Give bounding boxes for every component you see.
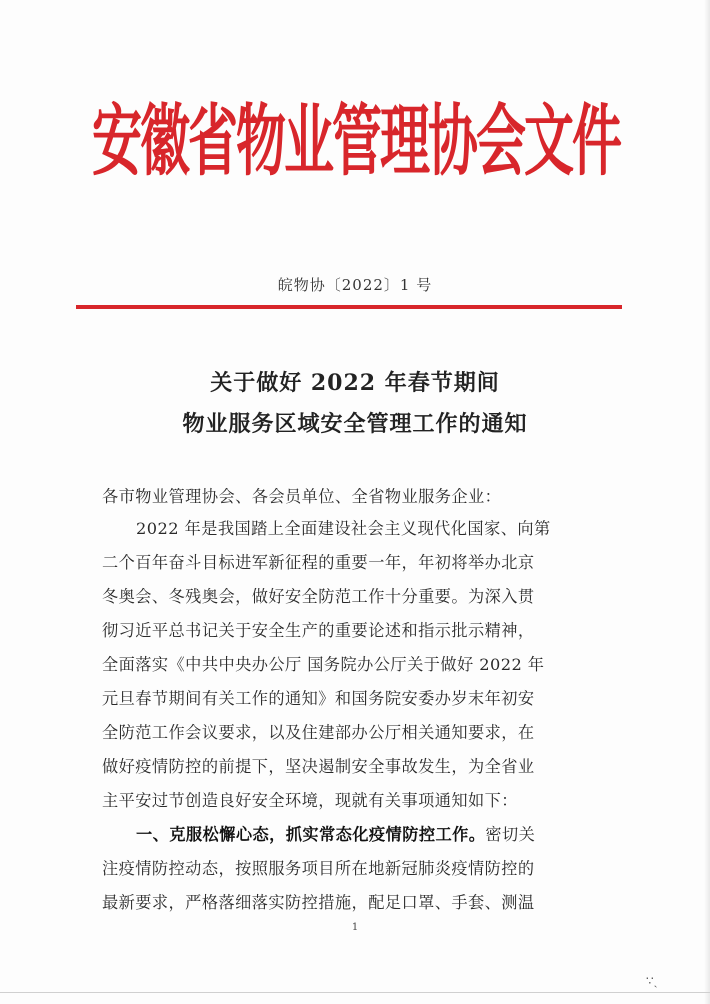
scan-artifact-mark: ∵ˎ xyxy=(646,974,658,988)
body-line: 彻习近平总书记关于安全生产的重要论述和指示批示精神， xyxy=(102,621,535,640)
section-1-heading: 一、克服松懈心态，抓实常态化疫情防控工作。 xyxy=(136,825,486,844)
section-1-tail: 密切关 xyxy=(485,825,536,844)
document-header-title: 安徽省物业管理协会文件 xyxy=(92,94,620,186)
body-line: 2022 年是我国踏上全面建设社会主义现代化国家、向第 xyxy=(136,519,551,538)
body-line: 全防范工作会议要求，以及住建部办公厅相关通知要求，在 xyxy=(102,723,535,742)
document-number: 皖物协〔2022〕1 号 xyxy=(277,276,433,294)
body-line: 注疫情防控动态，按照服务项目所在地新冠肺炎疫情防控的 xyxy=(102,859,535,878)
body-line: 冬奥会、冬残奥会，做好安全防范工作十分重要。为深入贯 xyxy=(102,587,535,606)
body-line: 元旦春节期间有关工作的通知》和国务院安委办岁末年初安 xyxy=(102,689,535,708)
body-line: 二个百年奋斗目标进军新征程的重要一年，年初将举办北京 xyxy=(102,553,535,572)
body-line: 做好疫情防控的前提下，坚决遏制安全事故发生，为全省业 xyxy=(102,757,535,776)
page-number: 1 xyxy=(351,922,359,933)
page-edge-shadow xyxy=(704,0,710,1004)
body-line: 最新要求，严格落细落实防控措施，配足口罩、手套、测温 xyxy=(102,893,535,912)
body-line: 主平安过节创造良好安全环境，现就有关事项通知如下： xyxy=(102,791,518,810)
salutation: 各市物业管理协会、各会员单位、全省物业服务企业： xyxy=(102,487,502,506)
body-line: 全面落实《中共中央办公厅 国务院办公厅关于做好 2022 年 xyxy=(102,655,545,674)
scan-bottom-edge xyxy=(0,992,710,993)
header-red-rule xyxy=(76,305,622,309)
section-1-first-line xyxy=(136,821,602,845)
subject-line-2: 物业服务区域安全管理工作的通知 xyxy=(182,411,528,437)
subject-line-1: 关于做好 2022 年春节期间 xyxy=(210,370,500,396)
